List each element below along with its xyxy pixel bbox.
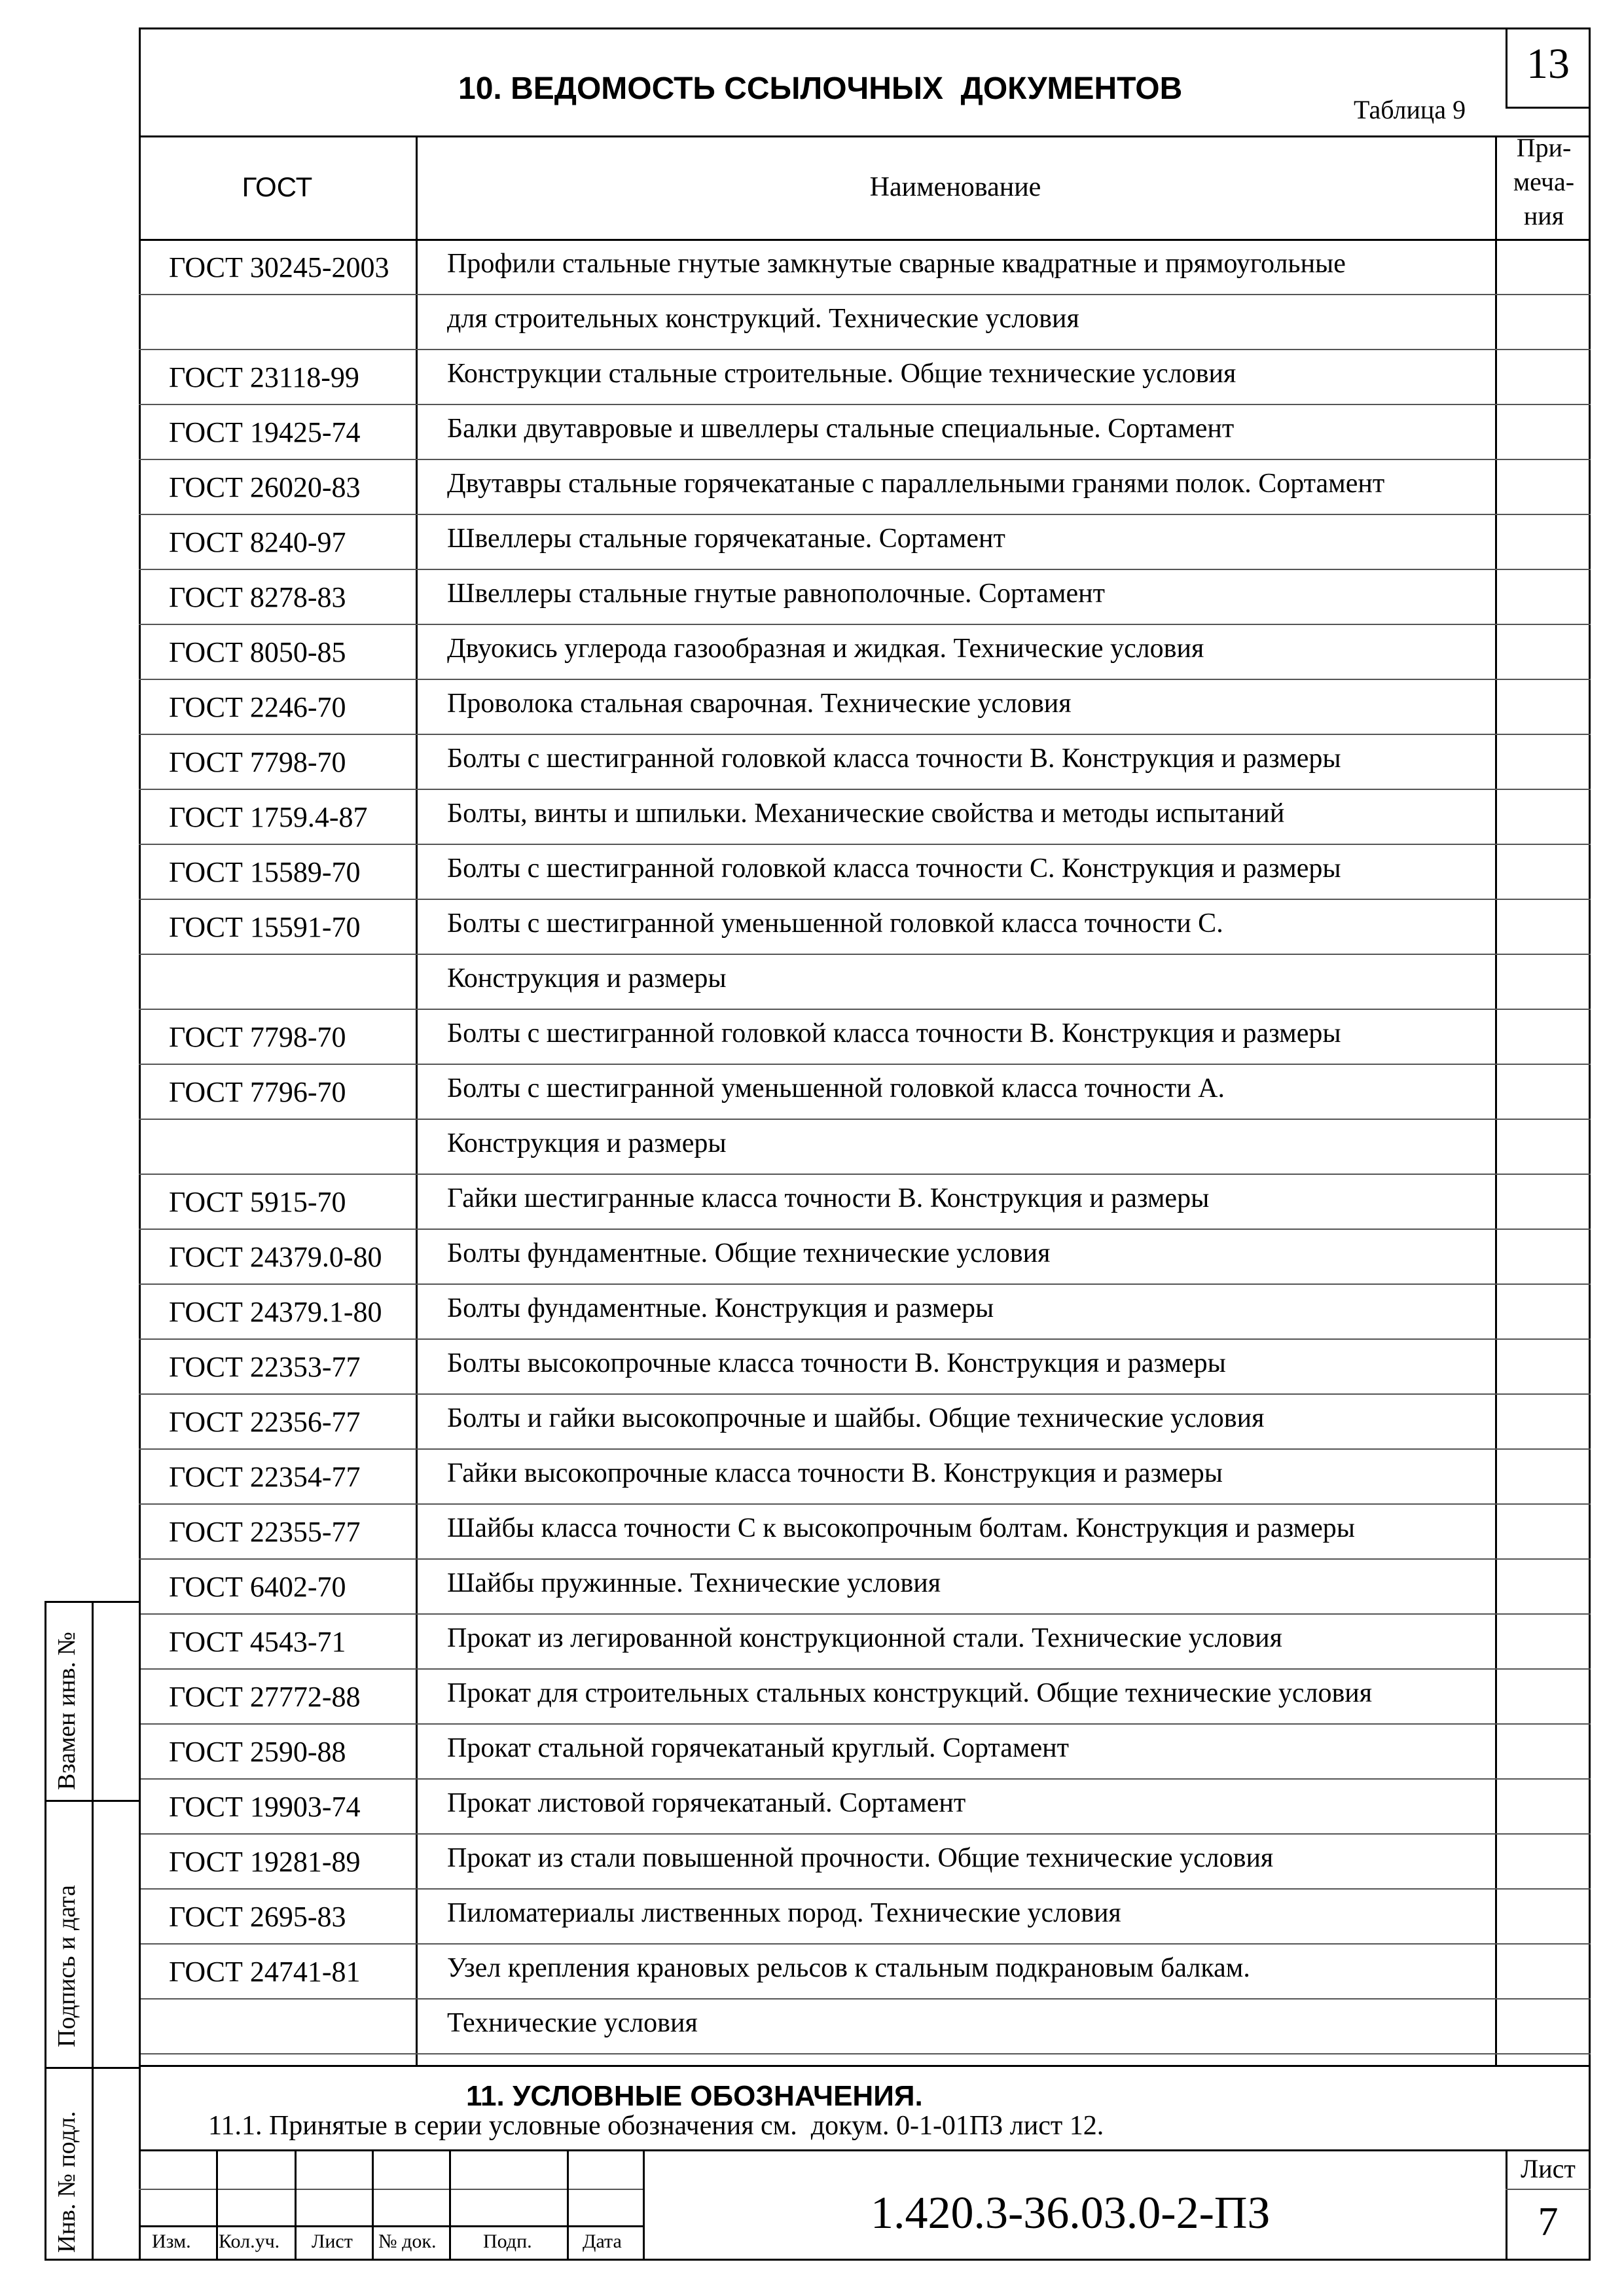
row-gost-code: ГОСТ 7798-70	[169, 1021, 346, 1053]
section11-text: 11.1. Принятые в серии условные обозначения см. докум. 0-1-01ПЗ лист 12.	[208, 2111, 1104, 2141]
row-document-name: Болты, винты и шпильки. Механические свойства и методы испытаний	[447, 798, 1285, 829]
row-divider	[139, 459, 1591, 460]
header-name: Наименование	[869, 172, 1041, 202]
row-gost-code: ГОСТ 8240-97	[169, 526, 346, 558]
side-divider	[92, 1601, 94, 2261]
sheet-label: Лист	[1521, 2154, 1576, 2183]
row-gost-code: ГОСТ 5915-70	[169, 1186, 346, 1218]
row-gost-code: ГОСТ 22356-77	[169, 1406, 361, 1438]
row-divider	[139, 404, 1591, 405]
row-gost-code: ГОСТ 19281-89	[169, 1846, 361, 1878]
row-document-name: Профили стальные гнутые замкнутые сварные квадратные и прямоугольные	[447, 249, 1346, 279]
stamp-sheet-line	[1506, 2189, 1591, 2190]
stamp-col-2	[295, 2149, 297, 2261]
row-gost-code: ГОСТ 4543-71	[169, 1626, 346, 1658]
table-bottom-border	[139, 2065, 1591, 2067]
row-divider	[139, 1723, 1591, 1725]
row-divider	[139, 899, 1591, 900]
row-divider	[139, 734, 1591, 735]
stamp-top	[139, 2149, 1591, 2151]
row-gost-code: ГОСТ 24379.1-80	[169, 1296, 382, 1328]
row-document-name: Технические условия	[447, 2008, 698, 2038]
row-document-name: Двутавры стальные горячекатаные с параллельными гранями полок. Сортамент	[447, 469, 1385, 499]
row-document-name: Узел крепления крановых рельсов к стальным подкрановым балкам.	[447, 1953, 1250, 1983]
row-divider	[139, 789, 1591, 790]
row-divider	[139, 514, 1591, 515]
stamp-col-list: Лист	[312, 2231, 353, 2252]
row-gost-code: ГОСТ 15589-70	[169, 856, 361, 888]
row-divider	[139, 844, 1591, 845]
row-document-name: Прокат из стали повышенной прочности. Общие технические условия	[447, 1843, 1274, 1873]
row-document-name: для строительных конструкций. Технические условия	[447, 304, 1079, 334]
row-gost-code: ГОСТ 23118-99	[169, 361, 359, 393]
header-notes-1: При-	[1516, 133, 1572, 162]
row-divider	[139, 349, 1591, 350]
row-document-name: Гайки высокопрочные класса точности В. Конструкция и размеры	[447, 1458, 1223, 1488]
header-notes-2: меча-	[1513, 167, 1575, 196]
row-gost-code: ГОСТ 26020-83	[169, 471, 361, 503]
row-document-name: Конструкция и размеры	[447, 1128, 727, 1158]
row-divider	[139, 624, 1591, 625]
row-gost-code: ГОСТ 6402-70	[169, 1571, 346, 1603]
row-document-name: Шайбы класса точности С к высокопрочным болтам. Конструкция и размеры	[447, 1513, 1355, 1543]
row-gost-code: ГОСТ 2590-88	[169, 1736, 346, 1768]
row-gost-code: ГОСТ 7798-70	[169, 746, 346, 778]
stamp-col-4	[449, 2149, 451, 2261]
row-document-name: Швеллеры стальные гнутые равнополочные. Сортамент	[447, 579, 1105, 609]
row-gost-code: ГОСТ 8050-85	[169, 636, 346, 668]
row-divider	[139, 1119, 1591, 1120]
row-document-name: Прокат стальной горячекатаный круглый. Сортамент	[447, 1733, 1069, 1763]
header-notes-3: ния	[1523, 201, 1564, 230]
stamp-col-izm: Изм.	[152, 2231, 191, 2252]
row-gost-code: ГОСТ 24741-81	[169, 1956, 361, 1988]
page-number: 13	[1526, 40, 1570, 88]
row-gost-code: ГОСТ 1759.4-87	[169, 801, 368, 833]
row-gost-code: ГОСТ 30245-2003	[169, 251, 389, 283]
row-document-name: Гайки шестигранные класса точности В. Конструкция и размеры	[447, 1183, 1210, 1213]
side-label-signature: Подпись и дата	[53, 1884, 81, 2047]
row-divider	[139, 1338, 1591, 1340]
row-document-name: Болты и гайки высокопрочные и шайбы. Общие технические условия	[447, 1403, 1265, 1433]
row-document-name: Проволока стальная сварочная. Технические условия	[447, 689, 1072, 719]
row-document-name: Пиломатериалы лиственных пород. Технические условия	[447, 1898, 1121, 1928]
stamp-col-data: Дата	[583, 2231, 622, 2252]
side-label-inventory: Инв. № подл.	[53, 2111, 81, 2253]
row-divider	[139, 1283, 1591, 1285]
side-sep-2	[45, 2067, 141, 2069]
header-bottom-border	[139, 239, 1591, 241]
row-document-name: Болты с шестигранной головкой класса точности В. Конструкция и размеры	[447, 744, 1341, 774]
row-divider	[139, 1393, 1591, 1395]
row-gost-code: ГОСТ 24379.0-80	[169, 1241, 382, 1273]
row-divider	[139, 1448, 1591, 1450]
row-gost-code: ГОСТ 8278-83	[169, 581, 346, 613]
row-document-name: Болты высокопрочные класса точности В. Конструкция и размеры	[447, 1348, 1226, 1378]
row-document-name: Болты с шестигранной головкой класса точности В. Конструкция и размеры	[447, 1018, 1341, 1049]
doc-code: 1.420.3-36.03.0-2-ПЗ	[871, 2188, 1271, 2238]
col-divider-1	[416, 135, 418, 2065]
row-divider	[139, 1943, 1591, 1945]
row-divider	[139, 1064, 1591, 1065]
row-divider	[139, 569, 1591, 570]
row-document-name: Прокат из легированной конструкционной стали. Технические условия	[447, 1623, 1282, 1653]
row-gost-code: ГОСТ 19903-74	[169, 1791, 361, 1823]
row-document-name: Конструкция и размеры	[447, 963, 727, 994]
stamp-col-1	[216, 2149, 218, 2261]
row-divider	[139, 1009, 1591, 1010]
row-document-name: Болты фундаментные. Конструкция и размеры	[447, 1293, 994, 1323]
row-divider	[139, 1229, 1591, 1230]
row-gost-code: ГОСТ 22355-77	[169, 1516, 361, 1548]
row-document-name: Балки двутавровые и швеллеры стальные специальные. Сортамент	[447, 414, 1235, 444]
row-document-name: Двуокись углерода газообразная и жидкая. Технические условия	[447, 634, 1204, 664]
row-document-name: Швеллеры стальные горячекатаные. Сортамент	[447, 524, 1005, 554]
row-document-name: Болты с шестигранной головкой класса точности С. Конструкция и размеры	[447, 853, 1341, 884]
sheet-number: 7	[1538, 2200, 1559, 2244]
side-sep-1	[45, 1800, 141, 1802]
stamp-col-kolvo: Кол.уч.	[219, 2231, 280, 2252]
row-gost-code: ГОСТ 2695-83	[169, 1901, 346, 1933]
row-gost-code: ГОСТ 7796-70	[169, 1076, 346, 1108]
row-divider	[139, 1558, 1591, 1560]
row-document-name: Болты с шестигранной уменьшенной головкой класса точности А.	[447, 1073, 1225, 1103]
table-top-border	[139, 135, 1591, 137]
row-gost-code: ГОСТ 22354-77	[169, 1461, 361, 1493]
row-divider	[139, 294, 1591, 295]
row-document-name: Прокат для строительных стальных конструкций. Общие технические условия	[447, 1678, 1373, 1708]
row-document-name: Болты фундаментные. Общие технические условия	[447, 1238, 1051, 1268]
col-divider-2	[1495, 135, 1497, 2065]
side-label-replace: Взамен инв. №	[53, 1632, 81, 1790]
row-document-name: Шайбы пружинные. Технические условия	[447, 1568, 941, 1598]
stamp-col-5	[567, 2149, 569, 2261]
table-label: Таблица 9	[1354, 95, 1466, 124]
row-divider	[139, 1888, 1591, 1890]
stamp-col-docnum: № док.	[378, 2231, 437, 2252]
row-document-name: Конструкции стальные строительные. Общие технические условия	[447, 359, 1236, 389]
row-gost-code: ГОСТ 19425-74	[169, 416, 361, 448]
row-gost-code: ГОСТ 15591-70	[169, 911, 361, 943]
row-divider	[139, 1998, 1591, 2000]
row-divider	[139, 1613, 1591, 1615]
section11-title: 11. УСЛОВНЫЕ ОБОЗНАЧЕНИЯ.	[466, 2080, 923, 2112]
row-gost-code: ГОСТ 27772-88	[169, 1681, 361, 1713]
row-divider	[139, 1174, 1591, 1175]
row-divider	[139, 1778, 1591, 1780]
row-divider	[139, 1503, 1591, 1505]
section-title: 10. ВЕДОМОСТЬ ССЫЛОЧНЫХ ДОКУМЕНТОВ	[458, 71, 1183, 106]
row-divider	[139, 954, 1591, 955]
stamp-col-6	[643, 2149, 645, 2261]
stamp-col-podp: Подп.	[483, 2231, 532, 2252]
row-gost-code: ГОСТ 22353-77	[169, 1351, 361, 1383]
header-gost: ГОСТ	[242, 171, 313, 202]
row-document-name: Прокат листовой горячекатаный. Сортамент	[447, 1788, 966, 1818]
row-gost-code: ГОСТ 2246-70	[169, 691, 346, 723]
row-divider	[139, 1668, 1591, 1670]
stamp-col-3	[372, 2149, 374, 2261]
row-divider	[139, 1833, 1591, 1835]
row-divider	[139, 2053, 1591, 2054]
row-document-name: Болты с шестигранной уменьшенной головкой класса точности С.	[447, 908, 1223, 939]
row-divider	[139, 679, 1591, 680]
